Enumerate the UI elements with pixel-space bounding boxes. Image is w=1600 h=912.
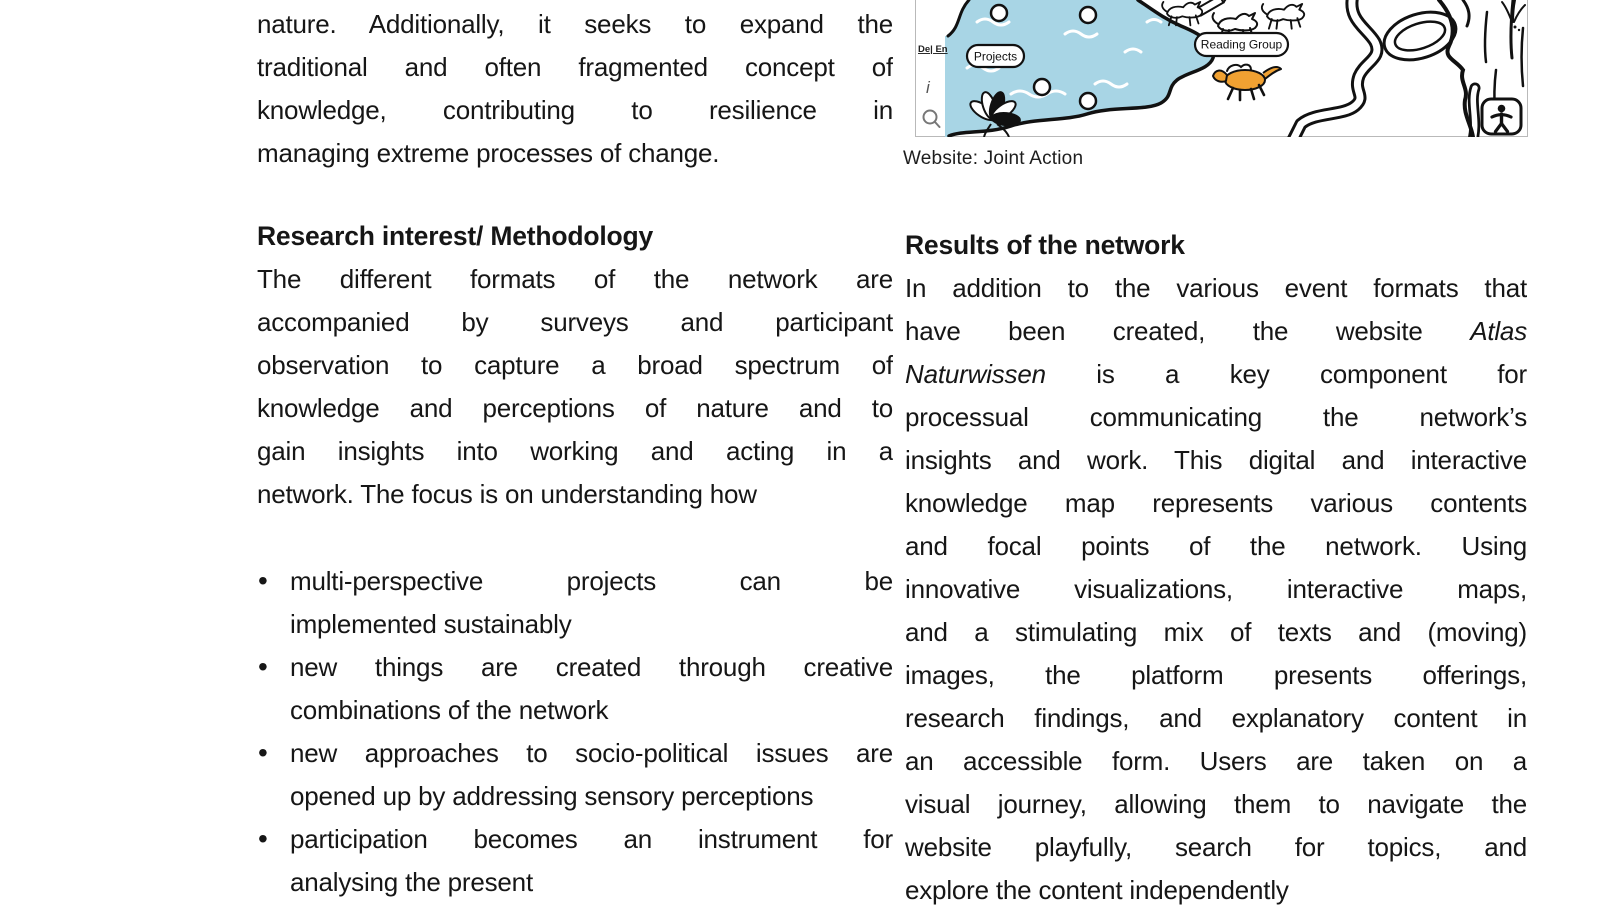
- svg-text:De| En: De| En: [918, 44, 948, 55]
- projects-button: [967, 45, 1024, 67]
- figure-caption: Website: Joint Action: [903, 148, 1084, 169]
- text-line: and a stimulating mix of texts and (moving): [905, 617, 1527, 647]
- bullet-item: [257, 560, 893, 646]
- text-line: Naturwissen is a key component for: [905, 359, 1527, 389]
- text-line: research findings, and explanatory content in: [905, 703, 1527, 733]
- info-icon: [926, 78, 931, 97]
- bullet-item: [257, 732, 893, 818]
- text-line: multi-perspective projects can be: [290, 566, 893, 596]
- text-line: implemented sustainably: [290, 609, 572, 639]
- paragraph-results: [905, 267, 1527, 912]
- language-switcher: [918, 44, 948, 55]
- orange-horse-illustration: [1213, 65, 1281, 100]
- website-screenshot-image: [915, 0, 1528, 137]
- bullet-marker: •: [258, 651, 268, 682]
- text-line: The different formats of the network are: [257, 264, 893, 294]
- text-line: and focal points of the network. Using: [905, 531, 1527, 561]
- text-line: images, the platform presents offerings,: [905, 660, 1527, 690]
- text-line: an accessible form. Users are taken on a: [905, 746, 1527, 776]
- paragraph-intro: [257, 3, 893, 175]
- text-line: knowledge map represents various contents: [905, 488, 1527, 518]
- svg-text:Reading Group: Reading Group: [1200, 37, 1283, 52]
- section-heading-results: Results of the network: [905, 230, 1185, 260]
- text-line: knowledge and perceptions of nature and to: [257, 393, 893, 423]
- text-line: website playfully, search for topics, and: [905, 832, 1527, 862]
- section-heading-methodology: Research interest/ Methodology: [257, 221, 654, 251]
- text-line: nature. Additionally, it seeks to expand the: [257, 9, 893, 39]
- text-line: processual communicating the network’s: [905, 402, 1527, 432]
- text-line: innovative visualizations, interactive maps,: [905, 574, 1527, 604]
- text-line: gain insights into working and acting in a: [257, 436, 893, 466]
- text-line: observation to capture a broad spectrum of: [257, 350, 893, 380]
- text-line: accompanied by surveys and participant: [257, 307, 893, 337]
- bullet-marker: •: [258, 737, 268, 768]
- svg-text:Projects: Projects: [973, 49, 1018, 64]
- text-line: new approaches to socio-political issues are: [290, 738, 893, 768]
- bullet-marker: •: [258, 823, 268, 854]
- paragraph-methodology: [257, 258, 893, 516]
- left-column: [257, 3, 893, 904]
- accessibility-icon: [1482, 99, 1521, 134]
- trail-path-illustration: [1293, 0, 1475, 137]
- bullet-marker: •: [258, 565, 268, 596]
- text-line: In addition to the various event formats that: [905, 273, 1527, 303]
- text-line: new things are created through creative: [290, 652, 893, 682]
- plant-illustration: [1502, 0, 1525, 31]
- text-line: combinations of the network: [290, 695, 609, 725]
- bullet-item: [257, 646, 893, 732]
- text-line: knowledge, contributing to resilience in: [257, 95, 893, 125]
- text-line: opened up by addressing sensory perceptions: [290, 781, 814, 811]
- search-icon: [924, 111, 940, 128]
- svg-text:i: i: [926, 78, 930, 97]
- text-line: have been created, the website Atlas: [905, 316, 1527, 346]
- text-line: managing extreme processes of change.: [257, 138, 720, 168]
- text-line: network. The focus is on understanding how: [257, 479, 757, 509]
- text-line: traditional and often fragmented concept of: [257, 52, 893, 82]
- bullet-list: [257, 560, 893, 904]
- text-line: participation becomes an instrument for: [290, 824, 893, 854]
- reading-group-button: [1195, 33, 1288, 56]
- text-line: visual journey, allowing them to navigate the: [905, 789, 1527, 819]
- bullet-item: [257, 818, 893, 904]
- right-column: [905, 224, 1527, 912]
- text-line: insights and work. This digital and interactive: [905, 445, 1527, 475]
- text-line: explore the content independently: [905, 875, 1289, 905]
- figure-website-screenshot: [915, 0, 1528, 137]
- text-line: analysing the present: [290, 867, 533, 897]
